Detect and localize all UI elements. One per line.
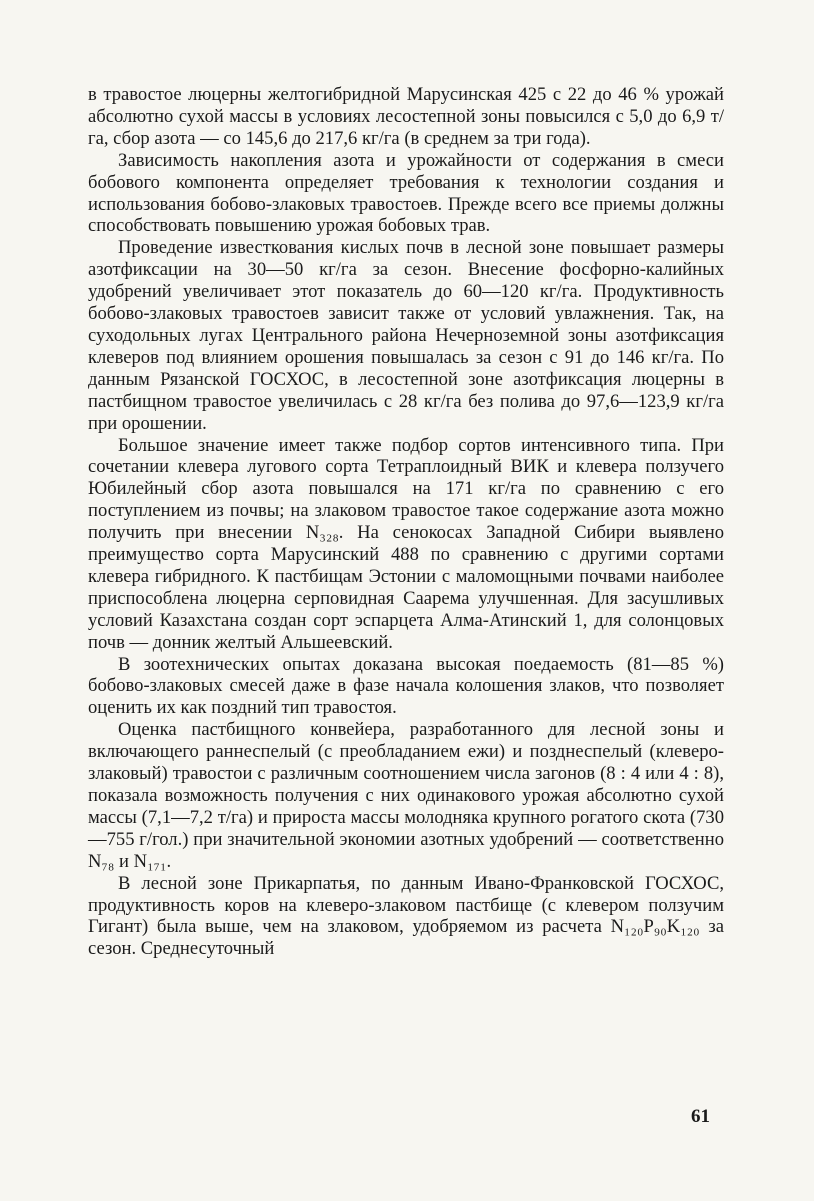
paragraph-pasture-conveyor: Оценка пастбищного конвейера, разработанного для лесной зоны и включающего раннеспелый (с преобладанием ежи) и позднеспелый (клеверо-злаковый) травостои с различным соотношением числа загонов (8 : 4 или 4 : 8), показала возможность получения с них одинакового урожая абсолютно сухой массы (7,1—7,2 т/га) и прироста массы молодняка крупного рогатого скота (730—755 г/гол.) при значительной экономии азотных удобрений — соответственно N₇₈ и N₁₇₁.: [88, 719, 724, 872]
paragraph-varieties: Большое значение имеет также подбор сортов интенсивного типа. При сочетании клевера лугового сорта Тетраплоидный ВИК и клевера ползучего Юбилейный сбор азота повышался на 171 кг/га по сравнению с его поступлением из почвы; на злаковом травостое такое содержание азота можно получить при внесении N₃₂₈. На сенокосах Западной Сибири выявлено преимущество сорта Марусинский 488 по сравнению с другими сортами клевера гибридного. К пастбищам Эстонии с маломощными почвами наиболее приспособлена люцерна серповидная Саарема улучшенная. Для засушливых условий Казахстана создан сорт эспарцета Алма-Атинский 1, для солонцовых почв — донник желтый Альшеевский.: [88, 434, 724, 653]
page-text: [88, 84, 724, 960]
paragraph-nitrogen-dependence: Зависимость накопления азота и урожайности от содержания в смеси бобового компонента определяет требования к технологии создания и использования бобово-злаковых травостоев. Прежде всего все приемы должны способствовать повышению урожая бобовых трав.: [88, 149, 724, 237]
page-number: 61: [691, 1106, 710, 1127]
paragraph-carpathians: В лесной зоне Прикарпатья, по данным Ивано-Франковской ГОСХОС, продуктивность коров на клеверо-злаковом пастбище (с клевером ползучим Гигант) была выше, чем на злаковом, удобряемом из расчета N₁₂₀P₉₀K₁₂₀ за сезон. Среднесуточный: [88, 872, 724, 960]
paragraph-liming: Проведение известкования кислых почв в лесной зоне повышает размеры азотфиксации на 30—50 кг/га за сезон. Внесение фосфорно-калийных удобрений увеличивает этот показатель до 60—120 кг/га. Продуктивность бобово-злаковых травостоев зависит также от условий увлажнения. Так, на суходольных лугах Центрального района Нечерноземной зоны азотфиксация клеверов под влиянием орошения повышалась за сезон с 91 до 146 кг/га. По данным Рязанской ГОСХОС, в лесостепной зоне азотфиксация люцерны в пастбищном травостое увеличилась с 28 кг/га без полива до 97,6—123,9 кг/га при орошении.: [88, 237, 724, 434]
paragraph-zootechnical: В зоотехнических опытах доказана высокая поедаемость (81—85 %) бобово-злаковых смесей даже в фазе начала колошения злаков, что позволяет оценить их как поздний тип травостоя.: [88, 653, 724, 719]
paragraph-continued: в травостое люцерны желтогибридной Марусинская 425 с 22 до 46 % урожай абсолютно сухой массы в условиях лесостепной зоны повысился с 5,0 до 6,9 т/га, сбор азота — со 145,6 до 217,6 кг/га (в среднем за три года).: [88, 84, 724, 149]
